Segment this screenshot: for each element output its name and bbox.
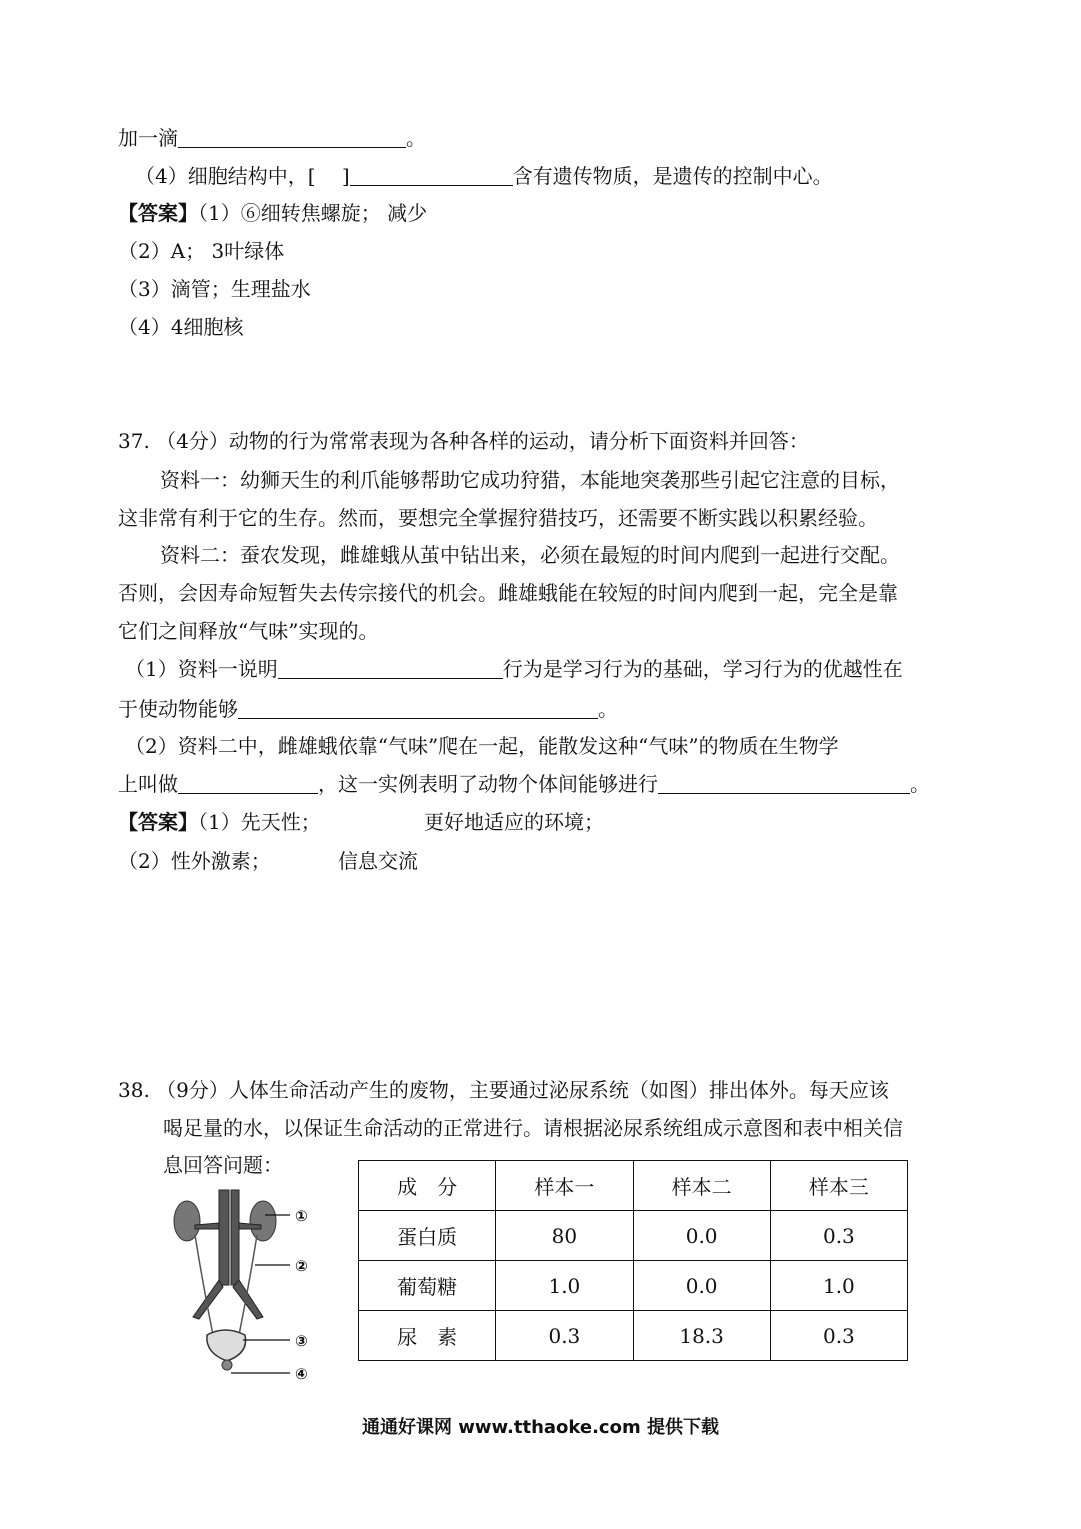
q37-header: 37. （4分）动物的行为常常表现为各种各样的运动，请分析下面资料并回答： [118, 429, 809, 453]
sub2-suffix: 。 [910, 772, 930, 796]
prev-answer-1 [118, 200, 427, 226]
q37-material2-line2: 否则，会因寿命短暂失去传宗接代的机会。雌雄蛾能在较短的时间内爬到一起，完全是靠 [118, 581, 898, 605]
prev-answer-3: （3）滴管；生理盐水 [118, 277, 311, 301]
q38-line2: 喝足量的水，以保证生命活动的正常进行。请根据泌尿系统组成示意图和表中相关信 [163, 1116, 903, 1140]
answer-text: （1）先天性； [198, 810, 321, 834]
table-header: 样本二 [633, 1161, 770, 1211]
table-row [359, 1211, 908, 1261]
sub1-prefix: （1）资料一说明 [125, 657, 278, 681]
urinary-system-diagram [165, 1185, 325, 1385]
q38-header: 38. （9分）人体生命活动产生的废物，主要通过泌尿系统（如图）排出体外。每天应该 [118, 1078, 889, 1102]
bladder [207, 1330, 246, 1370]
table-row [359, 1261, 908, 1311]
table-cell: 0.3 [770, 1211, 907, 1261]
answer-text: 更好地适应的环境； [424, 810, 604, 834]
prev-answer-4: （4）4细胞核 [118, 315, 244, 339]
q37-sub2-line1: （2）资料二中，雌雄蛾依靠“气味”爬在一起，能散发这种“气味”的物质在生物学 [125, 734, 839, 758]
prev-line2-prefix: （4）细胞结构中，[ ] [135, 164, 350, 188]
q37-material1-line2: 这非常有利于它的生存。然而，要想完全掌握狩猎技巧，还需要不断实践以积累经验。 [118, 506, 878, 530]
sub1-suffix: 行为是学习行为的基础，学习行为的优越性在 [502, 657, 903, 681]
sample-table [358, 1160, 908, 1361]
q37-sub1-line2 [118, 696, 618, 722]
diagram-label-3: ③ [295, 1332, 308, 1350]
kidney-left [174, 1201, 200, 1241]
q37-material1-line1: 资料一：幼狮天生的利爪能够帮助它成功狩猎，本能地突袭那些引起它注意的目标， [160, 468, 900, 492]
q37-answer-2 [118, 848, 418, 874]
answer-label: 【答案】 [118, 201, 198, 225]
diagram-label-2: ② [295, 1257, 308, 1275]
sub1-line2-prefix: 于使动物能够 [118, 697, 238, 721]
answer-blank [178, 127, 406, 148]
q38-line3: 息回答问题： [163, 1153, 283, 1177]
table-header-row [359, 1161, 908, 1211]
q37-sub2-line2 [118, 771, 930, 797]
q37-sub1-line1 [125, 656, 903, 682]
kidney-right [250, 1201, 276, 1241]
table-header: 成 分 [359, 1161, 496, 1211]
table-cell: 80 [496, 1211, 633, 1261]
diagram-label-1: ① [295, 1207, 308, 1225]
answer-blank [178, 773, 318, 794]
prev-line1-suffix: 。 [406, 126, 426, 150]
footer-watermark: 通通好课网 www.tthaoke.com 提供下载 [362, 1417, 719, 1438]
table-header: 样本一 [496, 1161, 633, 1211]
prev-line2-suffix: 含有遗传物质，是遗传的控制中心。 [512, 164, 833, 188]
q37-answer-1 [118, 809, 604, 835]
table-header: 样本三 [770, 1161, 907, 1211]
q37-material2-line1: 资料二：蚕农发现，雌雄蛾从茧中钻出来，必须在最短的时间内爬到一起进行交配。 [160, 543, 900, 567]
table-cell: 葡萄糖 [359, 1261, 496, 1311]
table-cell: 尿 素 [359, 1311, 496, 1361]
table-cell: 0.0 [633, 1261, 770, 1311]
table-cell: 18.3 [633, 1311, 770, 1361]
sub2-mid: ，这一实例表明了动物个体间能够进行 [318, 772, 658, 796]
answer-text: 信息交流 [338, 849, 418, 873]
diagram-label-4: ④ [295, 1365, 308, 1383]
table-cell: 0.3 [770, 1311, 907, 1361]
prev-line1-prefix: 加一滴 [118, 126, 178, 150]
table-cell: 0.0 [633, 1211, 770, 1261]
table-cell: 0.3 [496, 1311, 633, 1361]
table-row [359, 1311, 908, 1361]
table-cell: 1.0 [496, 1261, 633, 1311]
q37-material2-line3: 它们之间释放“气味”实现的。 [118, 619, 379, 643]
sub2-prefix: 上叫做 [118, 772, 178, 796]
table-cell: 蛋白质 [359, 1211, 496, 1261]
answer-blank [238, 698, 598, 719]
answer-text: （2）性外激素； [118, 849, 271, 873]
sub1-line2-suffix: 。 [598, 697, 618, 721]
answer-text: （1）⑥细转焦螺旋； 减少 [198, 201, 428, 225]
answer-blank [350, 165, 513, 186]
answer-blank [278, 658, 503, 679]
prev-answer-2: （2）A； 3叶绿体 [118, 239, 285, 263]
answer-blank [658, 773, 910, 794]
prev-line1 [118, 125, 426, 151]
table-cell: 1.0 [770, 1261, 907, 1311]
prev-line2 [135, 163, 833, 189]
answer-label: 【答案】 [118, 810, 198, 834]
